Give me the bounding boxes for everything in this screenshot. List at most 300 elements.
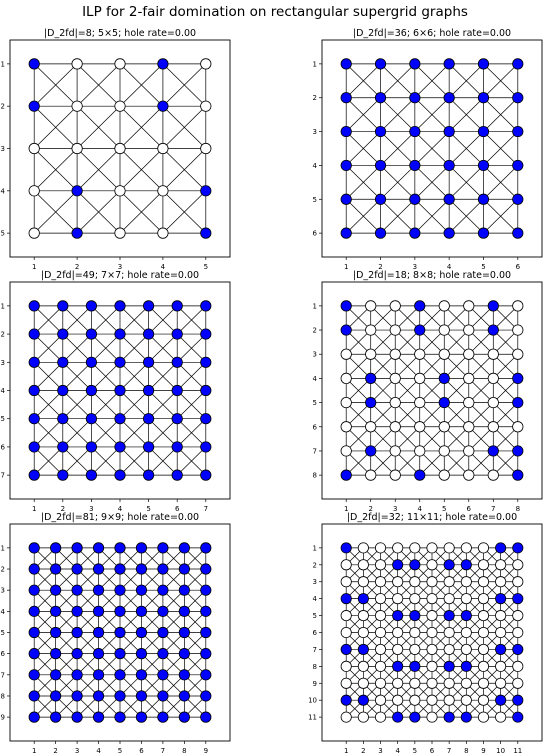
- vertex-non-dominating: [495, 610, 505, 620]
- vertex-dominating: [29, 385, 39, 395]
- vertex-dominating: [341, 543, 351, 553]
- vertex-non-dominating: [415, 422, 425, 432]
- vertex-dominating: [201, 543, 211, 553]
- vertex-non-dominating: [513, 577, 523, 587]
- vertex-non-dominating: [390, 325, 400, 335]
- vertex-dominating: [444, 661, 454, 671]
- y-tick-label: 4: [312, 374, 317, 383]
- y-tick-label: 3: [312, 350, 317, 359]
- vertex-dominating: [513, 594, 523, 604]
- vertex-dominating: [143, 357, 153, 367]
- y-tick-label: 7: [312, 645, 317, 654]
- vertex-non-dominating: [341, 373, 351, 383]
- x-tick-label: 8: [515, 505, 521, 513]
- y-tick-label: 5: [0, 229, 5, 238]
- vertex-dominating: [495, 543, 505, 553]
- vertex-dominating: [341, 470, 351, 480]
- vertex-dominating: [444, 126, 454, 136]
- y-tick-label: 3: [0, 586, 5, 595]
- vertex-dominating: [143, 470, 153, 480]
- vertex-dominating: [513, 470, 523, 480]
- vertex-non-dominating: [72, 143, 82, 153]
- vertex-non-dominating: [158, 186, 168, 196]
- panel-title: |D_2fd|=8; 5×5; hole rate=0.00: [43, 28, 197, 39]
- vertex-dominating: [439, 397, 449, 407]
- y-tick-label: 6: [312, 229, 317, 238]
- y-tick-label: 7: [0, 671, 5, 680]
- vertex-dominating: [415, 301, 425, 311]
- vertex-dominating: [58, 442, 68, 452]
- x-tick-label: 5: [203, 263, 209, 271]
- vertex-dominating: [58, 329, 68, 339]
- vertex-non-dominating: [415, 373, 425, 383]
- vertex-dominating: [201, 627, 211, 637]
- vertex-dominating: [29, 691, 39, 701]
- x-tick-label: 2: [368, 505, 373, 513]
- vertex-dominating: [115, 301, 125, 311]
- vertex-non-dominating: [464, 301, 474, 311]
- vertex-dominating: [410, 160, 420, 170]
- vertex-non-dominating: [478, 712, 488, 722]
- vertex-non-dominating: [366, 325, 376, 335]
- x-tick-label: 9: [481, 747, 486, 755]
- y-tick-label: 2: [312, 561, 317, 570]
- vertex-dominating: [93, 670, 103, 680]
- panel-title: |D_2fd|=32; 11×11; hole rate=0.00: [346, 512, 518, 523]
- vertex-dominating: [136, 543, 146, 553]
- vertex-non-dominating: [478, 627, 488, 637]
- vertex-dominating: [136, 585, 146, 595]
- vertex-dominating: [158, 648, 168, 658]
- vertex-dominating: [115, 357, 125, 367]
- x-tick-label: 9: [203, 747, 209, 755]
- vertex-non-dominating: [393, 695, 403, 705]
- vertex-dominating: [201, 606, 211, 616]
- vertex-non-dominating: [358, 610, 368, 620]
- vertex-dominating: [86, 385, 96, 395]
- vertex-dominating: [410, 59, 420, 69]
- vertex-non-dominating: [464, 470, 474, 480]
- vertex-dominating: [158, 670, 168, 680]
- vertex-dominating: [72, 564, 82, 574]
- vertex-non-dominating: [461, 644, 471, 654]
- x-tick-label: 7: [446, 747, 452, 755]
- y-tick-label: 3: [312, 128, 317, 137]
- vertex-non-dominating: [444, 627, 454, 637]
- vertex-dominating: [72, 712, 82, 722]
- vertex-non-dominating: [415, 397, 425, 407]
- vertex-dominating: [488, 325, 498, 335]
- vertex-non-dominating: [72, 59, 82, 69]
- vertex-non-dominating: [341, 349, 351, 359]
- vertex-dominating: [341, 93, 351, 103]
- vertex-dominating: [366, 397, 376, 407]
- vertex-non-dominating: [410, 695, 420, 705]
- vertex-dominating: [158, 627, 168, 637]
- vertex-non-dominating: [358, 678, 368, 688]
- vertex-dominating: [29, 564, 39, 574]
- vertex-non-dominating: [513, 560, 523, 570]
- vertex-non-dominating: [390, 349, 400, 359]
- vertex-dominating: [444, 93, 454, 103]
- vertex-non-dominating: [375, 543, 385, 553]
- vertex-non-dominating: [393, 678, 403, 688]
- vertex-dominating: [158, 606, 168, 616]
- vertex-non-dominating: [427, 594, 437, 604]
- vertex-non-dominating: [29, 228, 39, 238]
- vertex-dominating: [29, 357, 39, 367]
- vertex-dominating: [29, 301, 39, 311]
- vertex-dominating: [172, 470, 182, 480]
- vertex-dominating: [179, 543, 189, 553]
- vertex-dominating: [410, 661, 420, 671]
- vertex-dominating: [410, 126, 420, 136]
- vertex-non-dominating: [478, 644, 488, 654]
- vertex-non-dominating: [478, 695, 488, 705]
- vertex-dominating: [410, 610, 420, 620]
- vertex-dominating: [375, 194, 385, 204]
- vertex-non-dominating: [439, 349, 449, 359]
- vertex-dominating: [93, 648, 103, 658]
- vertex-dominating: [513, 160, 523, 170]
- vertex-dominating: [86, 442, 96, 452]
- vertex-non-dominating: [478, 678, 488, 688]
- y-tick-label: 7: [0, 471, 5, 480]
- vertex-dominating: [201, 670, 211, 680]
- vertex-dominating: [158, 101, 168, 111]
- vertex-non-dominating: [115, 228, 125, 238]
- vertex-dominating: [179, 712, 189, 722]
- vertex-dominating: [513, 446, 523, 456]
- vertex-dominating: [50, 691, 60, 701]
- y-tick-label: 10: [308, 696, 317, 705]
- vertex-dominating: [444, 610, 454, 620]
- y-tick-label: 1: [312, 544, 317, 553]
- y-tick-label: 6: [312, 629, 317, 637]
- vertex-dominating: [50, 670, 60, 680]
- vertex-non-dominating: [488, 373, 498, 383]
- y-tick-label: 1: [0, 302, 5, 311]
- vertex-dominating: [172, 442, 182, 452]
- vertex-dominating: [143, 329, 153, 339]
- vertex-non-dominating: [478, 610, 488, 620]
- vertex-non-dominating: [488, 422, 498, 432]
- vertex-non-dominating: [488, 349, 498, 359]
- figure-title: ILP for 2-fair domination on rectangular supergrid graphs: [82, 4, 468, 20]
- vertex-dominating: [115, 627, 125, 637]
- vertex-dominating: [393, 560, 403, 570]
- y-tick-label: 7: [312, 447, 317, 456]
- vertex-non-dominating: [410, 644, 420, 654]
- vertex-non-dominating: [495, 661, 505, 671]
- vertex-non-dominating: [439, 422, 449, 432]
- vertex-non-dominating: [495, 678, 505, 688]
- vertex-dominating: [136, 606, 146, 616]
- vertex-dominating: [86, 301, 96, 311]
- vertex-dominating: [72, 543, 82, 553]
- vertex-non-dominating: [390, 422, 400, 432]
- vertex-dominating: [86, 357, 96, 367]
- vertex-dominating: [444, 160, 454, 170]
- vertex-non-dominating: [444, 594, 454, 604]
- x-tick-label: 1: [31, 747, 37, 755]
- vertex-non-dominating: [358, 577, 368, 587]
- x-tick-label: 4: [160, 263, 166, 271]
- vertex-dominating: [115, 442, 125, 452]
- vertex-dominating: [366, 373, 376, 383]
- y-tick-label: 4: [312, 161, 317, 170]
- vertex-non-dominating: [341, 678, 351, 688]
- vertex-dominating: [358, 695, 368, 705]
- vertex-non-dominating: [444, 678, 454, 688]
- vertex-dominating: [461, 712, 471, 722]
- vertex-dominating: [29, 543, 39, 553]
- x-tick-label: 4: [417, 505, 422, 513]
- vertex-dominating: [375, 126, 385, 136]
- vertex-non-dominating: [375, 560, 385, 570]
- vertex-dominating: [86, 414, 96, 424]
- vertex-non-dominating: [461, 627, 471, 637]
- vertex-non-dominating: [478, 661, 488, 671]
- vertex-non-dominating: [410, 627, 420, 637]
- vertex-dominating: [366, 446, 376, 456]
- vertex-dominating: [72, 186, 82, 196]
- vertex-dominating: [86, 470, 96, 480]
- vertex-dominating: [513, 59, 523, 69]
- y-tick-label: 6: [0, 650, 5, 659]
- vertex-dominating: [136, 627, 146, 637]
- vertex-dominating: [158, 712, 168, 722]
- vertex-non-dominating: [410, 594, 420, 604]
- vertex-dominating: [93, 606, 103, 616]
- vertex-dominating: [201, 186, 211, 196]
- vertex-dominating: [478, 126, 488, 136]
- vertex-non-dominating: [427, 678, 437, 688]
- vertex-dominating: [93, 712, 103, 722]
- vertex-dominating: [410, 712, 420, 722]
- vertex-dominating: [58, 470, 68, 480]
- vertex-dominating: [179, 606, 189, 616]
- vertex-non-dominating: [513, 325, 523, 335]
- vertex-dominating: [179, 691, 189, 701]
- vertex-dominating: [201, 691, 211, 701]
- vertex-non-dominating: [158, 143, 168, 153]
- vertex-dominating: [513, 695, 523, 705]
- vertex-dominating: [72, 228, 82, 238]
- y-tick-label: 3: [0, 358, 5, 367]
- vertex-dominating: [410, 93, 420, 103]
- x-tick-label: 2: [378, 263, 383, 271]
- panel-3: [1, 270, 230, 513]
- y-tick-label: 2: [0, 330, 5, 339]
- x-tick-label: 3: [412, 263, 418, 271]
- vertex-non-dominating: [427, 627, 437, 637]
- vertex-dominating: [513, 93, 523, 103]
- vertex-dominating: [29, 670, 39, 680]
- vertex-non-dominating: [478, 577, 488, 587]
- vertex-dominating: [29, 59, 39, 69]
- vertex-dominating: [358, 594, 368, 604]
- vertex-dominating: [50, 564, 60, 574]
- vertex-dominating: [158, 564, 168, 574]
- vertex-dominating: [513, 373, 523, 383]
- x-tick-label: 8: [182, 747, 187, 755]
- vertex-non-dominating: [513, 301, 523, 311]
- x-tick-label: 11: [513, 747, 523, 755]
- vertex-non-dominating: [393, 644, 403, 654]
- vertex-dominating: [179, 564, 189, 574]
- vertex-dominating: [201, 329, 211, 339]
- vertex-non-dominating: [341, 446, 351, 456]
- vertex-dominating: [29, 712, 39, 722]
- y-tick-label: 1: [0, 60, 5, 69]
- vertex-dominating: [393, 661, 403, 671]
- panel-2: [313, 28, 542, 271]
- vertex-non-dominating: [375, 644, 385, 654]
- vertex-dominating: [201, 385, 211, 395]
- vertex-non-dominating: [478, 560, 488, 570]
- vertex-dominating: [115, 385, 125, 395]
- vertex-dominating: [478, 93, 488, 103]
- vertex-non-dominating: [366, 301, 376, 311]
- vertex-non-dominating: [158, 228, 168, 238]
- vertex-dominating: [478, 194, 488, 204]
- vertex-dominating: [478, 59, 488, 69]
- vertex-dominating: [201, 470, 211, 480]
- vertex-non-dominating: [375, 610, 385, 620]
- y-tick-label: 11: [308, 713, 317, 722]
- y-tick-label: 2: [312, 94, 317, 103]
- vertex-dominating: [158, 59, 168, 69]
- x-tick-label: 2: [74, 263, 80, 271]
- vertex-dominating: [143, 385, 153, 395]
- vertex-dominating: [341, 301, 351, 311]
- vertex-non-dominating: [393, 577, 403, 587]
- vertex-non-dominating: [415, 446, 425, 456]
- y-tick-label: 3: [312, 578, 317, 587]
- y-tick-label: 3: [0, 145, 5, 153]
- x-tick-label: 5: [481, 263, 486, 271]
- vertex-non-dominating: [464, 373, 474, 383]
- x-tick-label: 1: [343, 747, 349, 755]
- vertex-non-dominating: [201, 143, 211, 153]
- vertex-dominating: [115, 648, 125, 658]
- panel-1: [1, 28, 230, 271]
- vertex-dominating: [72, 670, 82, 680]
- vertex-non-dominating: [427, 661, 437, 671]
- vertex-non-dominating: [341, 422, 351, 432]
- vertex-dominating: [29, 329, 39, 339]
- vertex-non-dominating: [358, 560, 368, 570]
- vertex-non-dominating: [375, 661, 385, 671]
- vertex-dominating: [50, 585, 60, 595]
- x-tick-label: 3: [378, 747, 383, 755]
- vertex-dominating: [461, 560, 471, 570]
- vertex-non-dominating: [72, 101, 82, 111]
- vertex-non-dominating: [341, 712, 351, 722]
- vertex-non-dominating: [393, 594, 403, 604]
- y-tick-label: 8: [312, 471, 317, 480]
- y-tick-label: 8: [312, 662, 317, 671]
- vertex-dominating: [143, 414, 153, 424]
- vertex-non-dominating: [464, 349, 474, 359]
- x-tick-label: 2: [53, 747, 58, 755]
- x-tick-label: 6: [139, 747, 144, 755]
- y-tick-label: 4: [0, 187, 5, 196]
- vertex-non-dominating: [201, 59, 211, 69]
- x-tick-label: 5: [442, 505, 447, 513]
- x-tick-label: 5: [412, 747, 418, 755]
- vertex-dominating: [410, 560, 420, 570]
- y-tick-label: 2: [0, 102, 5, 111]
- vertex-dominating: [444, 560, 454, 570]
- vertex-dominating: [341, 594, 351, 604]
- vertex-dominating: [93, 691, 103, 701]
- x-tick-label: 3: [89, 505, 94, 513]
- x-tick-label: 1: [31, 505, 37, 513]
- vertex-dominating: [375, 160, 385, 170]
- vertex-dominating: [115, 712, 125, 722]
- vertex-dominating: [58, 385, 68, 395]
- vertex-non-dominating: [415, 349, 425, 359]
- vertex-non-dominating: [115, 59, 125, 69]
- y-tick-label: 9: [312, 679, 317, 688]
- vertex-dominating: [172, 301, 182, 311]
- vertex-dominating: [29, 627, 39, 637]
- vertex-dominating: [50, 627, 60, 637]
- vertex-dominating: [478, 160, 488, 170]
- vertex-non-dominating: [439, 446, 449, 456]
- vertex-non-dominating: [29, 186, 39, 196]
- vertex-dominating: [29, 442, 39, 452]
- vertex-dominating: [93, 627, 103, 637]
- vertex-non-dominating: [358, 661, 368, 671]
- vertex-dominating: [86, 329, 96, 339]
- vertex-non-dominating: [375, 577, 385, 587]
- vertex-dominating: [375, 93, 385, 103]
- y-tick-label: 6: [312, 423, 317, 432]
- vertex-non-dominating: [439, 325, 449, 335]
- x-tick-label: 4: [96, 747, 101, 755]
- vertex-dominating: [72, 585, 82, 595]
- vertex-dominating: [341, 228, 351, 238]
- vertex-non-dominating: [341, 627, 351, 637]
- vertex-dominating: [410, 228, 420, 238]
- y-tick-label: 9: [0, 713, 5, 722]
- vertex-dominating: [461, 610, 471, 620]
- vertex-non-dominating: [358, 543, 368, 553]
- vertex-dominating: [393, 712, 403, 722]
- vertex-non-dominating: [461, 543, 471, 553]
- vertex-non-dominating: [461, 577, 471, 587]
- vertex-dominating: [201, 564, 211, 574]
- vertex-dominating: [201, 585, 211, 595]
- vertex-dominating: [72, 627, 82, 637]
- vertex-dominating: [444, 228, 454, 238]
- y-tick-label: 5: [0, 415, 5, 424]
- vertex-non-dominating: [115, 143, 125, 153]
- vertex-non-dominating: [513, 349, 523, 359]
- x-tick-label: 1: [343, 505, 349, 513]
- y-tick-label: 1: [312, 302, 317, 311]
- vertex-non-dominating: [341, 397, 351, 407]
- panel-5: [1, 512, 230, 755]
- x-tick-label: 7: [203, 505, 209, 513]
- vertex-non-dominating: [513, 661, 523, 671]
- vertex-non-dominating: [444, 644, 454, 654]
- vertex-dominating: [444, 194, 454, 204]
- vertex-dominating: [410, 194, 420, 204]
